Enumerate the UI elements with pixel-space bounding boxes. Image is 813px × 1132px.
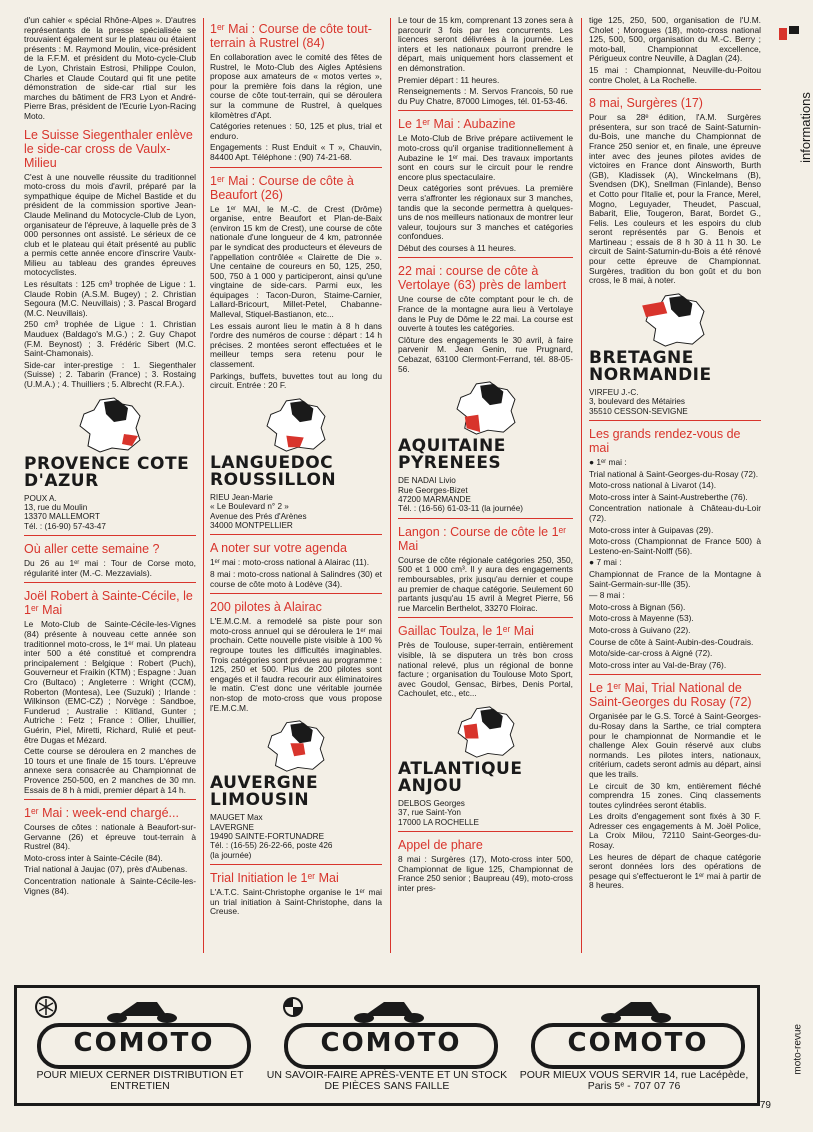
paragraph: Pour sa 28ᵉ édition, l'A.M. Surgères présentera, sur son tracé de Saint-Saturnin-du-Bois, une manche du Championnat de France 250 senior et, en finale, une épreuve inter avec des jeunes pilotes avides de victoires en France dont Ainsworth, Burth (GB), Kladissek (A), Winckelmans (B), Svendsen (DK), Snellman (Finlande), Benso et Cotto pour l'Italie et, pour la France, Merel, Mogno, Leguyader, Theudet, Pascual, Babarit, Elie, Tougeron, Barat, Bordet G., Felis. Les couleurs et les espoirs du club seront représentés par G. Benois et Martineau ; essais de 8 h 30 à 11 h 30. Le circuit de Saint-Saturnin-du-Bois a été rénové pour cette épreuve de Championnat. Surgères, tradition du bon goût et du bon cross, le 8 mai, à noter. [589, 112, 761, 286]
divider [589, 674, 761, 675]
ad-slogan: UN SAVOIR-FAIRE APRÈS-VENTE ET UN STOCK DE PIÈCES SANS FAILLE [266, 1069, 508, 1092]
divider [24, 535, 196, 536]
paragraph: L'E.M.C.M. a remodelé sa piste pour son moto-cross annuel qui se déroulera le 1ᵉʳ mai prochain. Cette nouvelle piste visible à 100 % regroupe toutes les difficultés imaginables. Trois catégories sont prévues au programme : 125, 250 et 500. Plus de 200 pilotes sont engagés et il faudra recourir aux éliminatoires le matin. C'est donc une véritable journée non-stop de moto-cross que vous propose l'E.M.C.M. [210, 616, 382, 713]
region-name: LANGUEDOC ROUSSILLON [210, 452, 337, 490]
divider [398, 617, 573, 618]
paragraph: Premier départ : 11 heures. [398, 74, 500, 85]
comoto-brand: COMOTO [531, 1023, 745, 1069]
ad-slogan: POUR MIEUX CERNER DISTRIBUTION ET ENTRETIEN [36, 1069, 244, 1092]
ad-panel [17, 988, 263, 1103]
region-contact: DELBOS Georges 37, rue Saint-Yon 17000 LA ROCHELLE [398, 798, 480, 827]
comoto-brand: COMOTO [284, 1023, 498, 1069]
region-contact: VIRFEU J.-C. 3, boulevard des Métairies 35510 CESSON-SEVIGNE [589, 387, 688, 416]
paragraph: 1ᵉʳ mai : moto-cross national à Alairac (11). [210, 557, 370, 568]
list-item: Trial national à Saint-Georges-du-Rosay (72). [589, 468, 759, 479]
section-heading: Le 1ᵉʳ Mai, Trial National de Saint-Georges du Rosay (72) [589, 681, 752, 710]
paragraph: Le tour de 15 km, comprenant 13 zones sera à parcourir 3 fois par les concurrents. Les licences seront délivrées à la journée. Les inters et les nationaux pourront prendre le départ, mais uniquement hors classement et en démonstration. [398, 15, 573, 73]
magazine-logo-icon [777, 24, 801, 44]
france-map-icon [256, 719, 336, 773]
column-3 [398, 16, 573, 956]
section-label: informations [798, 92, 813, 163]
ad-panel [264, 988, 510, 1103]
paragraph: Clôture des engagements le 30 avril, à faire parvenir M. Jean Genin, rue Prugnard, Cebazat, 63100 Clermont-Ferrand, tél. 88-05-56. [398, 334, 573, 374]
region-name: AQUITAINE PYRENEES [398, 436, 506, 474]
paragraph: Le 1ᵉʳ MAI, le M.-C. de Crest (Drôme) organise, entre Beaufort et Plan-de-Baix (environ 15 km de Crest), une course de côte nationale d'une longueur de 4 km, patronnée par le syndicat des producteurs et éleveurs de l'appellation contrôlée « Clairette de Die ». Une centaine de coureurs en 50, 125, 250, 500, 750 à 1 000 y participeront, ainsi qu'une vingtaine de side-cars. Parmi eux, les équipages : Tacon-Duron, Staime-Carnier, Lallard-Bricourt, Millet-Petel, Chabanne-Malleval, Stiquel-Bastianon, etc... [210, 203, 382, 320]
paragraph: Renseignements : M. Servos Francois, 50 rue du Puy Chatre, 87000 Limoges, tél. 01-53-46. [398, 86, 573, 106]
list-item: — 8 mai : [589, 590, 625, 601]
paragraph: 8 mai : moto-cross national à Salindres (30) et course de côte moto à Lodève (34). [210, 569, 382, 589]
column-1 [24, 16, 196, 956]
section-heading: 8 mai, Surgères (17) [589, 96, 703, 111]
section-heading: A noter sur votre agenda [210, 541, 347, 556]
paragraph: Catégories retenues : 50, 125 et plus, trial et enduro. [210, 121, 382, 141]
comoto-brand: COMOTO [37, 1023, 251, 1069]
region-block [210, 397, 382, 489]
list-item: ● 1ᵉʳ mai : [589, 457, 627, 468]
paragraph: Les droits d'engagement sont fixés à 30 F. Adresser ces engagements à M. Joël Police, La Croix Milou, 72110 Saint-Georges-du-Rosay. [589, 811, 761, 851]
section-heading: Le Suisse Siegenthaler enlève le side-car cross de Vaulx-Milieu [24, 127, 193, 170]
list-item: Moto-cross inter à Saint-Austreberthe (76). [589, 491, 748, 502]
paragraph: Course de côte régionale catégories 250, 350, 500 et 1 000 cm³. Il y aura des engagements remboursables, prix jusqu'au dernier et coupe au premier de chaque catégorie. Seulement 60 partants jusqu'au 15 avril à Megret Pierre, 56 rue Marcelin Berthelot, 33270 Floirac. [398, 554, 573, 613]
paragraph: Courses de côtes : nationale à Beaufort-sur-Gervanne (26) et épreuve tout-terrain à Rustrel (84). [24, 822, 196, 852]
section-heading: Langon : Course de côte le 1ᵉʳ Mai [398, 524, 567, 553]
paragraph: Le Moto-Club de Brive prépare actiivement le moto-cross qu'il organise traditionnellement à Aubazine le 1ᵉʳ mai. Des travaux importants sont en cours sur le circuit pour le rendre encore plus spectaculaire. [398, 133, 573, 182]
paragraph: Organisée par le G.S. Torcé à Saint-Georges-du-Rosay dans la Sarthe, ce trial comptera pour le championnat de Normandie et le challenge Alex Gouin réservé aux clubs normands. Les pilotes inters, nationaux, critérium, cadets seront admis au départ, ainsi que les trails. [589, 711, 761, 779]
list-item: Moto-cross à Guivano (22). [589, 624, 691, 635]
paragraph: Concentration nationale à Sainte-Cécile-les-Vignes (84). [24, 876, 196, 896]
region-block [398, 380, 573, 472]
paragraph: Une course de côte comptant pour le ch. de France de la montagne aura lieu à Vertolaye dans le Puy de Dôme le 22 mai. La course est ouverte à toutes les catégories. [398, 294, 573, 334]
paragraph: L'A.T.C. Saint-Christophe organise le 1ᵉʳ mai un trial initiation à Saint-Christophe, dans la Creuse. [210, 887, 382, 917]
paragraph: Engagements : Rust Enduit « T », Chauvin, 84400 Apt. Téléphone : (90) 74-21-68. [210, 142, 382, 162]
region-name: BRETAGNE NORMANDIE [589, 347, 712, 385]
motorcycle-rider-icon [344, 994, 434, 1024]
column-rule [581, 18, 582, 953]
paragraph: Les résultats : 125 cm³ trophée de Ligue : 1. Claude Robin (A.S.M. Bugey) ; 2. Christian Segoura (M.C. Neuvillais) ; 3. Pascal Brogard (M.C. Neuvillais). [24, 279, 196, 318]
ad-slogan: POUR MIEUX VOUS SERVIR 14, rue Lacépède, Paris 5ᵉ - 707 07 76 [519, 1069, 749, 1092]
section-heading: Joël Robert à Sainte-Cécile, le 1ᵉʳ Mai [24, 589, 193, 618]
france-map-icon [70, 396, 150, 454]
paragraph: Les heures de départ de chaque catégorie seront données lors des opérations de pesage qui s'effectueront le 1ᵉʳ mai à partir de 8 heures. [589, 851, 761, 891]
paragraph: Les essais auront lieu le matin à 8 h dans l'ordre des numéros de course : départ : 14 h précises. 2 montées seront effectuées et le meilleur temps sera retenu pour le classement. [210, 320, 382, 370]
divider [210, 593, 382, 594]
list-item: Moto/side-car-cross à Aigné (72). [589, 648, 713, 659]
region-name: PROVENCE COTE D'AZUR [24, 453, 190, 491]
region-contact: RIEU Jean-Marie « Le Boulevard n° 2 » Avenue des Prés d'Arènes 34000 MONTPELLIER [210, 492, 307, 531]
region-block [210, 719, 382, 809]
list-item: Moto-cross inter au Val-de-Bray (76). [589, 659, 727, 670]
yamaha-logo-icon [35, 996, 57, 1018]
paragraph: 250 cm³ trophée de Ligue : 1. Christian Mauduex (Baldago's M.G.) ; 2. Guy Chapot (F.M. Beynost) ; 3. Frédéric Sibert (M.C. Saint-Chamonais). [24, 319, 196, 359]
paragraph: C'est à une nouvelle réussite du traditionnel moto-cross du mois d'avril, préparé par la sympathique équipe de Michel Bastide et du président de la commission sportive Jean-Claude Melinand du Motocycle-Club de Lyon, organisateur de l'épreuve, à laquelle près de 3 000 personnes ont assisté. Le sérieux de ce club et le plateau qui était présenté au public a permis cette année encore d'inscrire Vaulx-Milieu au tableau des grandes épreuves motocyclistes. [24, 171, 197, 278]
section-heading: 22 mai : course de côte à Vertolaye (63) près de lambert [398, 264, 567, 293]
section-heading: 1ᵉʳ Mai : week-end chargé... [24, 806, 179, 821]
list-item: ● 7 mai : [589, 557, 622, 568]
france-map-icon [446, 380, 526, 436]
list-item: Moto-cross à Bignan (56). [589, 601, 686, 612]
france-map-icon [446, 705, 526, 759]
region-contact: MAUGET Max LAVERGNE 19490 SAINTE-FORTUNADRE Tél. : (16-55) 26-22-66, poste 426 (la journée) [210, 813, 333, 860]
paragraph: d'un cahier « spécial Rhône-Alpes ». D'autres représentants de la presse spécialisée se trouvaient également sur le plateau ou étaient présents : M. Raymond Moulin, vice-président de la F.F.M. et président du Moto-cycle-Club de Lyon, Christain Estrosi, Philippe Coulon, Charles et Claude Coutard qui fit une petite démonstration de side-car rtial sur les marches du bâtiment de FR3 Lyon et André-Pierre Bras, président de l'Ecurie Lyon-Racing Moto. [24, 15, 196, 121]
section-heading: 200 pilotes à Alairac [210, 600, 322, 615]
list-item: Course de côte à Saint-Aubin-des-Coudrais. [589, 636, 754, 647]
motorcycle-rider-icon [97, 994, 187, 1024]
list-item: Moto-cross national à Livarot (14). [589, 480, 717, 491]
section-heading: Gaillac Toulza, le 1ᵉʳ Mai [398, 624, 534, 639]
list-item: Moto-cross inter à Guipavas (29). [589, 524, 714, 535]
paragraph: Trial national à Jaujac (07), près d'Aubenas. [24, 864, 188, 875]
section-heading: Où aller cette semaine ? [24, 542, 160, 557]
list-item: Concentration nationale à Château-du-Loir (72). [589, 503, 761, 524]
paragraph: tige 125, 250, 500, organisation de l'U.M. Cholet ; Morogues (18), moto-cross national 125, 500, 500, organisation du M.-C. Berry ; moto-ball, Championnat excellence, Périgueux contre Neuville, à Daglan (24). [589, 15, 761, 64]
paragraph: Du 26 au 1ᵉʳ mai : Tour de Corse moto, régularité inter (M.-C. Mezzavials). [24, 558, 196, 578]
paragraph: 15 mai : Championnat, Neuville-du-Poitou contre Cholet, à La Rochelle. [589, 64, 761, 85]
paragraph: Le circuit de 30 km, entièrement fléché comprendra 15 zones. Cinq classements toutes cylindrées seront établis. [589, 780, 761, 810]
list-item: Moto-cross à Mayenne (53). [589, 613, 694, 624]
france-map-icon [635, 292, 715, 348]
divider [398, 831, 573, 832]
paragraph: Side-car inter-prestige : 1. Siegenthaler (Suisse) ; 2. Tabarin (France) ; 3. Rostaing (U.M.A.) ; 4. Thuilliers ; 5. Albrecht (R.F.A.). [24, 359, 196, 389]
paragraph: Moto-cross inter à Sainte-Cécile (84). [24, 852, 163, 863]
paragraph: Le Moto-Club de Sainte-Cécile-les-Vignes (84) présente à nouveau cette année son traditionnel moto-cross, le 1ᵉʳ mai. Un plateau inter 500 a été constitué et comprendra principalement : Belgique : Robert (Puch), Gouverneur et Fraikin (KTM) ; Espagne : Juan Cro (Bultaco) ; Angleterre : Wright (CCM), Roberton (Montesa), Lee (Suzuki) ; Irlande : Wilkinson (EMC-CZ) ; Norvège : Sandboe, Funderud ; Australie : Klitland, Gunter ; Autriche : Fetz ; France : Ollier, Lhuillier, Guérin, Piel, Miretti, Richard, Rulié et peut-être Dugas et Mézard. [24, 619, 196, 745]
divider [398, 110, 573, 111]
divider [589, 89, 761, 90]
column-rule [203, 18, 204, 953]
region-contact: POUX A. 13, rue du Moulin 13370 MALLEMORT Tél. : (16-90) 57-43-47 [24, 493, 106, 531]
section-heading: Trial Initiation le 1ᵉʳ Mai [210, 871, 339, 886]
section-heading: Les grands rendez-vous de mai [589, 427, 741, 456]
section-heading: Appel de phare [398, 838, 483, 853]
divider [210, 864, 382, 865]
region-contact: DE NADAI Livio Rue Georges-Bizet 47200 MARMANDE Tél. : (16-56) 61-03-11 (la journée) [398, 476, 523, 514]
list-item: Championnat de France de la Montagne à Saint-Germain-sur-Ille (35). [589, 569, 761, 589]
region-block [589, 292, 761, 384]
paragraph: Début des courses à 11 heures. [398, 242, 517, 253]
region-name: ATLANTIQUE ANJOU [398, 758, 523, 796]
divider [210, 534, 382, 535]
divider [24, 582, 196, 583]
divider [589, 420, 761, 421]
paragraph: 8 mai : Surgères (17), Moto-cross inter 500, Championnat de ligue 125, Championnat de France 250 senior ; Baupreau (49), moto-cross inter pres- [398, 854, 573, 893]
comoto-advertisement [14, 985, 760, 1106]
divider [398, 257, 573, 258]
paragraph: Cette course se déroulera en 2 manches de 10 tours et une finale de 15 tours. L'épreuve annexe sera consacrée au Championnat de Provence 250-500, en 2 manches de 30 mn. Essais de 8 h à midi, premier départ à 14 h. [24, 746, 196, 795]
region-name: AUVERGNE LIMOUSIN [210, 773, 319, 811]
section-heading: 1ᵉʳ Mai : Course de côte à Beaufort (26) [210, 173, 354, 202]
paragraph: Deux catégories sont prévues. La première verra s'affronter les régionaux sur 3 manches, tandis que la seconde permettra à quelques-uns de nos meilleurs nationaux de montrer leur valeur, toujours sur 3 manches et catégories confondues. [398, 183, 573, 242]
ad-panel [511, 988, 757, 1103]
section-heading: 1ᵉʳ Mai : Course de côte tout-terrain à Rustrel (84) [210, 22, 372, 50]
region-block [398, 705, 573, 795]
section-heading: Le 1ᵉʳ Mai : Aubazine [398, 117, 516, 132]
motorcycle-rider-icon [591, 994, 681, 1024]
divider [398, 518, 573, 519]
event-list [589, 458, 761, 670]
region-block [24, 396, 196, 490]
list-item: Moto-cross (Championnat de France 500) à Lesteno-en-Saint-Nolff (56). [589, 536, 761, 556]
paragraph: Près de Toulouse, super-terrain, entièrement visible, là se disputera un très bon cross national relevé, plus un régional de bonne facture ; organisation du Toulouse Moto Sport, avec Goudol, Gensac, Birbes, Denis Portal, Cachoulet, etc., etc... [398, 640, 573, 699]
divider [210, 167, 382, 168]
paragraph: Parkings, buffets, buvettes tout au long du circuit. Entrée : 20 F. [210, 370, 382, 391]
page-number: 79 [759, 1100, 771, 1111]
column-rule [390, 18, 391, 953]
paragraph: En collaboration avec le comité des fêtes de Rustrel, le Moto-Club des Aigles Aptésiens propose aux amateurs de « motos vertes », pour la première fois dans la région, une course de côte tout-terrain, qui se déroulera sur la commune de Rustrel, à quelques kilomètres d'Apt. [210, 52, 382, 120]
france-map-icon [256, 397, 336, 453]
bmw-logo-icon [282, 996, 304, 1018]
column-2 [210, 16, 382, 956]
magazine-name: moto-revue [793, 1024, 804, 1075]
divider [24, 799, 196, 800]
column-4 [589, 16, 761, 956]
